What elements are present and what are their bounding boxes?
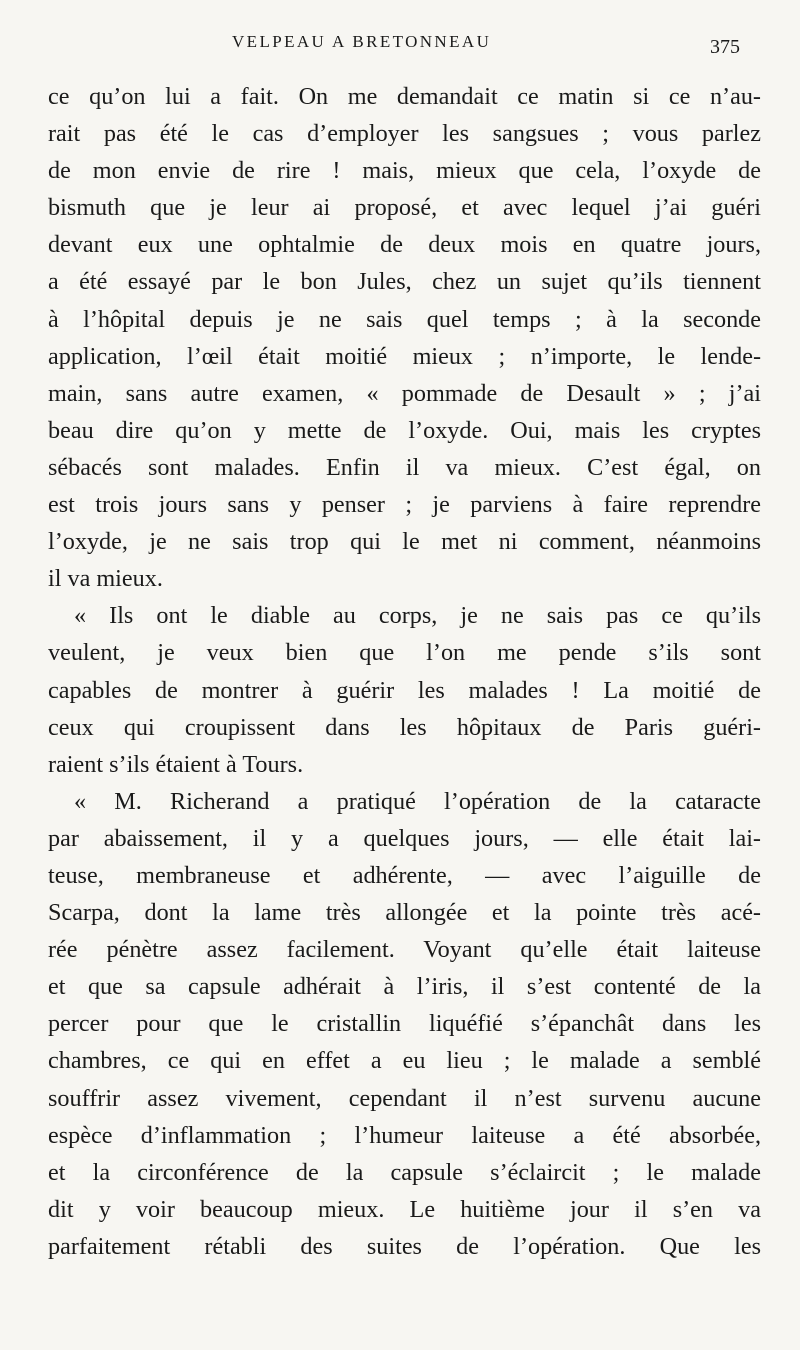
text-line: espèce d’inflammation ; l’humeur laiteuse a été absorbée, <box>48 1121 761 1149</box>
text-line: à l’hôpital depuis je ne sais quel temps ; à la seconde <box>48 305 761 333</box>
text-line: Scarpa, dont la lame très allongée et la pointe très acé- <box>48 899 761 927</box>
running-head <box>0 30 800 64</box>
text-line: bismuth que je leur ai proposé, et avec lequel j’ai guéri <box>48 194 761 222</box>
text-line: devant eux une ophtalmie de deux mois en quatre jours, <box>48 231 761 259</box>
text-line: il va mieux. <box>48 565 163 593</box>
text-line: sébacés sont malades. Enfin il va mieux. C’est égal, on <box>48 453 761 481</box>
text-line: par abaissement, il y a quelques jours, — elle était lai- <box>48 824 761 852</box>
text-line: de mon envie de rire ! mais, mieux que cela, l’oxyde de <box>48 157 761 185</box>
text-line: beau dire qu’on y mette de l’oxyde. Oui, mais les cryptes <box>48 416 761 444</box>
text-line: percer pour que le cristallin liquéfié s’épanchât dans les <box>48 1010 761 1038</box>
text-line: est trois jours sans y penser ; je parviens à faire reprendre <box>48 491 761 519</box>
running-title: VELPEAU A BRETONNEAU <box>232 32 492 51</box>
text-line: « Ils ont le diable au corps, je ne sais pas ce qu’ils <box>74 602 761 630</box>
body-text <box>48 78 761 1265</box>
text-line: ceux qui croupissent dans les hôpitaux de Paris guéri- <box>48 713 761 741</box>
text-line: dit y voir beaucoup mieux. Le huitième jour il s’en va <box>48 1195 761 1223</box>
text-line: et que sa capsule adhérait à l’iris, il s’est contenté de la <box>48 973 761 1001</box>
text-line: chambres, ce qui en effet a eu lieu ; le malade a semblé <box>48 1047 761 1075</box>
text-line: capables de montrer à guérir les malades ! La moitié de <box>48 676 761 704</box>
text-line: « M. Richerand a pratiqué l’opération de la cataracte <box>74 787 761 815</box>
text-line: main, sans autre examen, « pommade de Desault » ; j’ai <box>48 379 761 407</box>
text-line: l’oxyde, je ne sais trop qui le met ni comment, néanmoins <box>48 528 761 556</box>
text-line: teuse, membraneuse et adhérente, — avec l’aiguille de <box>48 861 761 889</box>
text-line: veulent, je veux bien que l’on me pende s’ils sont <box>48 639 761 667</box>
text-line: ce qu’on lui a fait. On me demandait ce matin si ce n’au- <box>48 83 761 110</box>
text-line: rait pas été le cas d’employer les sangsues ; vous parlez <box>48 120 761 148</box>
text-line: rée pénètre assez facilement. Voyant qu’elle était laiteuse <box>48 936 761 964</box>
paragraph-3 <box>48 783 761 1265</box>
text-line: parfaitement rétabli des suites de l’opération. Que les <box>48 1232 761 1260</box>
text-line: a été essayé par le bon Jules, chez un sujet qu’ils tiennent <box>48 268 761 296</box>
page-number: 375 <box>710 36 740 58</box>
text-line: application, l’œil était moitié mieux ; n’importe, le lende- <box>48 342 761 370</box>
text-line: raient s’ils étaient à Tours. <box>48 750 304 778</box>
text-line: et la circonférence de la capsule s’éclaircit ; le malade <box>48 1158 761 1186</box>
paragraph-2 <box>48 597 761 782</box>
paragraph-1 <box>48 78 761 597</box>
text-line: souffrir assez vivement, cependant il n’est survenu aucune <box>48 1084 761 1112</box>
